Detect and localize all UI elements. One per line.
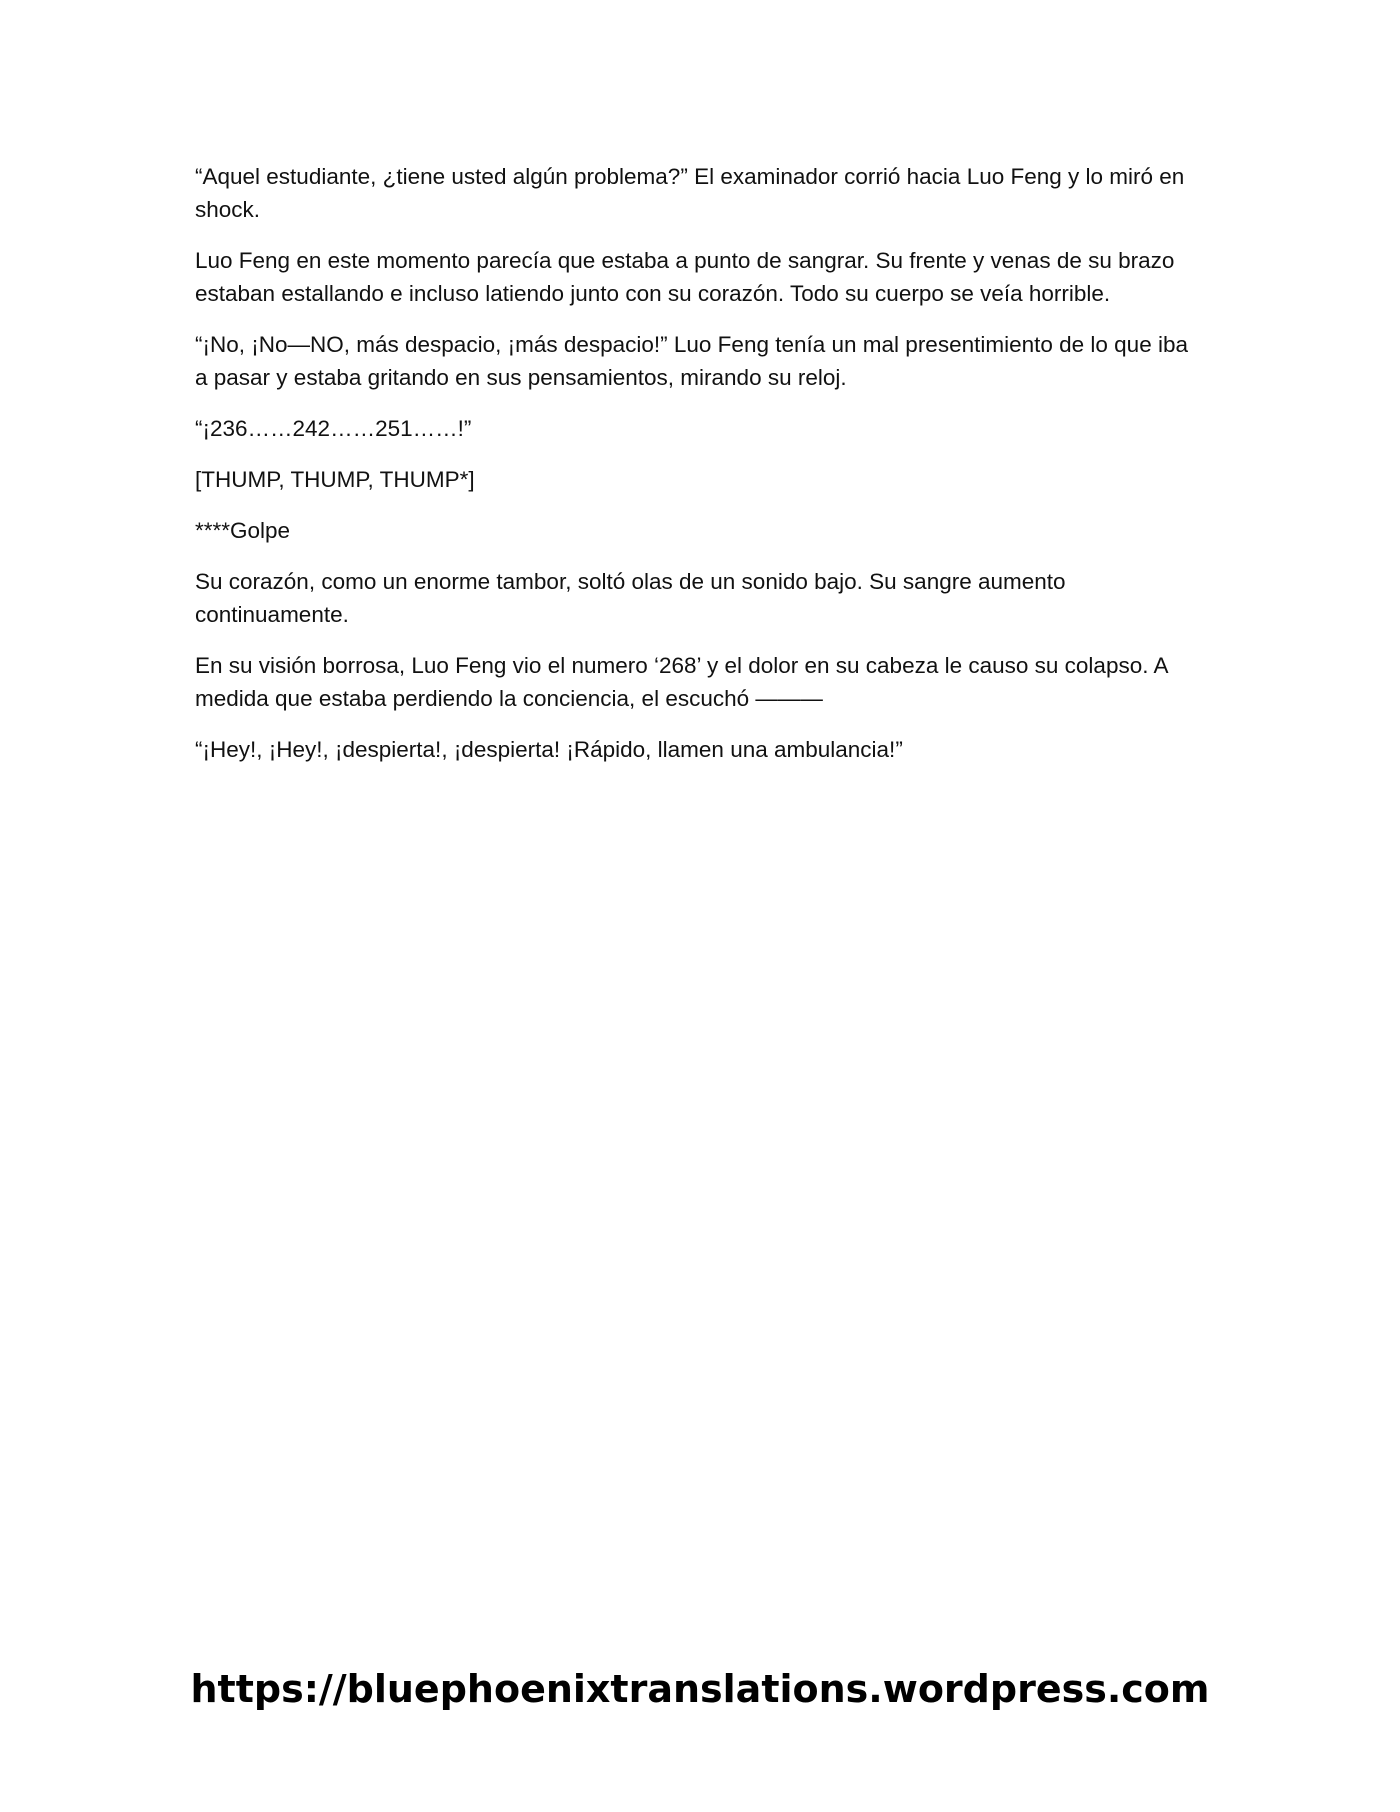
paragraph: [THUMP, THUMP, THUMP*] (195, 467, 475, 492)
paragraph: “¡Hey!, ¡Hey!, ¡despierta!, ¡despierta! ¡Rápido, llamen una ambulancia!” (195, 737, 903, 762)
paragraph: En su visión borrosa, Luo Feng vio el numero ‘268’ y el dolor en su cabeza le causo su colapso. A medida que estaba perdiendo la conciencia, el escuchó ——— (195, 653, 1168, 711)
paragraph: “¡236……242……251……!” (195, 416, 472, 441)
paragraph: “¡No, ¡No—NO, más despacio, ¡más despacio!” Luo Feng tenía un mal presentimiento de lo que iba a pasar y estaba gritando en sus pensamientos, mirando su reloj. (195, 332, 1188, 390)
paragraph: Luo Feng en este momento parecía que estaba a punto de sangrar. Su frente y venas de su brazo estaban estallando e incluso latiendo junto con su corazón. Todo su cuerpo se veía horrible. (195, 248, 1175, 306)
document-body (195, 160, 1195, 784)
paragraph: ****Golpe (195, 518, 291, 543)
paragraph: “Aquel estudiante, ¿tiene usted algún problema?” El examinador corrió hacia Luo Feng y lo miró en shock. (195, 164, 1185, 222)
footer-url: https://bluephoenixtranslations.wordpress.com (190, 1667, 1210, 1711)
paragraph: Su corazón, como un enorme tambor, soltó olas de un sonido bajo. Su sangre aumento continuamente. (195, 569, 1066, 627)
